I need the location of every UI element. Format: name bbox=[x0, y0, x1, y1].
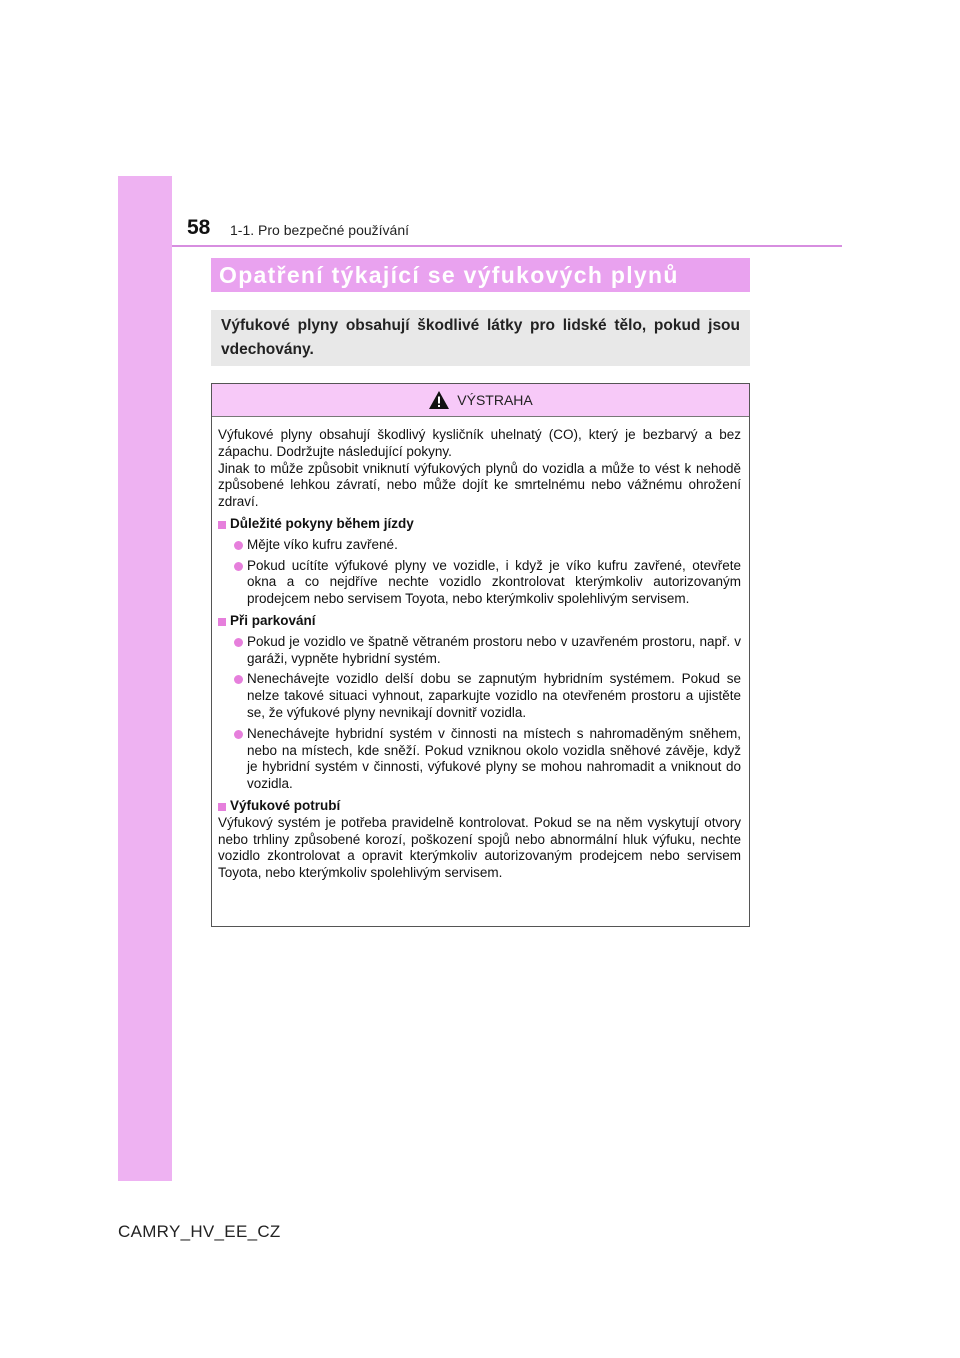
chapter-title: 1-1. Pro bezpečné používání bbox=[230, 222, 410, 238]
circle-bullet-icon bbox=[234, 675, 243, 684]
list-item-text: Nenechávejte hybridní systém v činnosti na místech s nahromaděným sněhem, nebo na místech, kde sněží. Pokud vzniknou okolo vozidla sněhové závěje, když je hybridní systém v činnosti, výfukové plyny se mohou nahromadit a vniknout do vozidla. bbox=[247, 725, 741, 792]
list-item bbox=[234, 726, 741, 793]
section-heading-text: Při parkování bbox=[230, 612, 316, 628]
warning-body bbox=[212, 417, 749, 882]
warning-label: VÝSTRAHA bbox=[457, 392, 533, 408]
header-divider bbox=[172, 245, 842, 247]
list-item-text: Pokud ucítíte výfukové plyny ve vozidle, i když je víko kufru zavřené, otevřete okna a co nejdříve nechte vozidlo zkontrolovat kterýmkoliv autorizovaným prodejcem nebo servisem Toyota, nebo kterýmkoliv spolehlivým servisem. bbox=[247, 557, 741, 607]
section-title: Opatření týkající se výfukových plynů bbox=[219, 262, 679, 288]
section-text: Výfukový systém je potřeba pravidelně kontrolovat. Pokud se na něm vyskytují otvory nebo trhliny způsobené korozí, poškození spojů nebo abnormální hluk výfuku, nechte vozidlo zkontrolovat a opravit kterýmkoliv autorizovaným prodejcem nebo servisem Toyota, nebo kterýmkoliv spolehlivým servisem. bbox=[218, 814, 741, 881]
section-heading bbox=[218, 798, 741, 815]
list-item bbox=[234, 634, 741, 668]
list-item-text: Pokud je vozidlo ve špatně větraném prostoru nebo v uzavřeném prostoru, např. v garáži, vypněte hybridní systém. bbox=[247, 633, 741, 666]
warning-box bbox=[211, 383, 750, 927]
section-heading-text: Důležité pokyny během jízdy bbox=[230, 515, 414, 531]
warning-header bbox=[212, 384, 749, 417]
circle-bullet-icon bbox=[234, 541, 243, 550]
circle-bullet-icon bbox=[234, 638, 243, 647]
document-code: CAMRY_HV_EE_CZ bbox=[118, 1222, 281, 1241]
side-tab-strip bbox=[118, 176, 172, 1181]
page-header bbox=[172, 213, 842, 247]
intro-box bbox=[211, 310, 750, 366]
circle-bullet-icon bbox=[234, 730, 243, 739]
list-item bbox=[234, 537, 741, 554]
section-title-bar bbox=[211, 258, 750, 292]
section-heading bbox=[218, 613, 741, 630]
list-item bbox=[234, 671, 741, 721]
intro-text: Výfukové plyny obsahují škodlivé látky pro lidské tělo, pokud jsou vdechovány. bbox=[221, 317, 740, 358]
square-bullet-icon bbox=[218, 618, 226, 626]
list-item-text: Mějte víko kufru zavřené. bbox=[247, 536, 398, 552]
warning-triangle-icon bbox=[428, 390, 450, 410]
page-number: 58 bbox=[187, 216, 211, 239]
section-heading-text: Výfukové potrubí bbox=[230, 797, 341, 813]
list-item-text: Nenechávejte vozidlo delší dobu se zapnutým hybridním systémem. Pokud se nelze takové situaci vyhnout, zaparkujte vozidlo na otevřeném prostoru a ujistěte se, že výfukové plyny nevnikají dovnitř vozidla. bbox=[247, 671, 741, 720]
warning-intro-line: Jinak to může způsobit vniknutí výfukových plynů do vozidla a může to vést k nehodě způsobené lehkou závratí, nebo může dojít ke smrtelnému nebo vážnému ohrožení zdraví. bbox=[218, 460, 741, 510]
square-bullet-icon bbox=[218, 521, 226, 529]
circle-bullet-icon bbox=[234, 562, 243, 571]
square-bullet-icon bbox=[218, 803, 226, 811]
list-item bbox=[234, 558, 741, 608]
section-heading bbox=[218, 516, 741, 533]
warning-intro-line: Výfukové plyny obsahují škodlivý kysličník uhelnatý (CO), který je bezbarvý a bez zápachu. Dodržujte následující pokyny. bbox=[218, 427, 741, 459]
